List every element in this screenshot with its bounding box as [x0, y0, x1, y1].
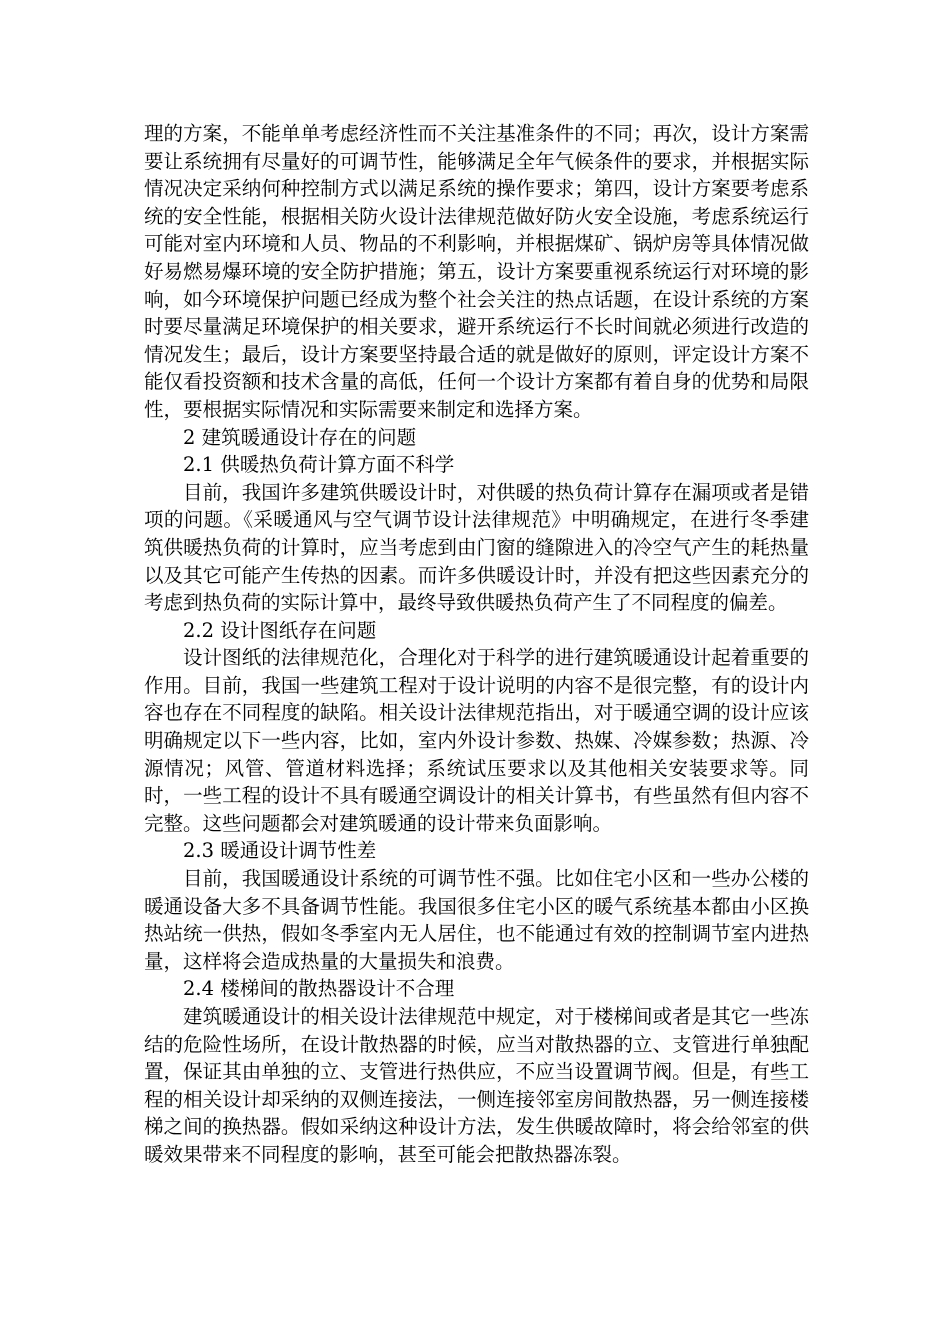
body-paragraph: 目前，我国许多建筑供暖设计时，对供暖的热负荷计算存在漏项或者是错项的问题。《采暖通风与空气调节设计法律规范》中明确规定，在进行冬季建筑供暖热负荷的计算时，应当考虑到由门窗的缝隙进入的冷空气产生的耗热量以及其它可能产生传热的因素。而许多供暖设计时，并没有把这些因素充分的考虑到热负荷的实际计算中，最终导致供暖热负荷产生了不同程度的偏差。: [144, 480, 809, 615]
body-paragraph: 建筑暖通设计的相关设计法律规范中规定，对于楼梯间或者是其它一些冻结的危险性场所，在设计散热器的时候，应当对散热器的立、支管进行单独配置，保证其由单独的立、支管进行热供应，不应当设置调节阀。但是，有些工程的相关设计却采纳的双侧连接法，一侧连接邻室房间散热器，另一侧连接楼梯之间的换热器。假如采纳这种设计方法，发生供暖故障时，将会给邻室的供暖效果带来不同程度的影响，甚至可能会把散热器冻裂。: [144, 1005, 809, 1166]
subsection-heading: 2.3 暖通设计调节性差: [183, 839, 377, 863]
section-heading: 2 建筑暖通设计存在的问题: [183, 425, 417, 449]
body-paragraph: 设计图纸的法律规范化，合理化对于科学的进行建筑暖通设计起着重要的作用。目前，我国一些建筑工程对于设计说明的内容不是很完整，有的设计内容也存在不同程度的缺陷。相关设计法律规范指出，对于暖通空调的设计应该明确规定以下一些内容，比如，室内外设计参数、热媒、冷媒参数；热源、冷源情况；风管、管道材料选择；系统试压要求以及其他相关安装要求等。同时，一些工程的设计不具有暖通空调设计的相关计算书，有些虽然有但内容不完整。这些问题都会对建筑暖通的设计带来负面影响。: [144, 646, 809, 835]
subsection-heading: 2.2 设计图纸存在问题: [183, 618, 377, 642]
body-paragraph: 目前，我国暖通设计系统的可调节性不强。比如住宅小区和一些办公楼的暖通设备大多不具备调节性能。我国很多住宅小区的暖气系统基本都由小区换热站统一供热，假如冬季室内无人居住，也不能通过有效的控制调节室内进热量，这样将会造成热量的大量损失和浪费。: [144, 867, 809, 973]
subsection-heading: 2.1 供暖热负荷计算方面不科学: [183, 453, 455, 477]
document-page: [144, 120, 809, 1169]
body-paragraph: 理的方案，不能单单考虑经济性而不关注基准条件的不同；再次，设计方案需要让系统拥有尽量好的可调节性，能够满足全年气候条件的要求，并根据实际情况决定采纳何种控制方式以满足系统的操作要求；第四，设计方案要考虑系统的安全性能，根据相关防火设计法律规范做好防火安全设施，考虑系统运行可能对室内环境和人员、物品的不利影响，并根据煤矿、锅炉房等具体情况做好易燃易爆环境的安全防护措施；第五，设计方案要重视系统运行对环境的影响，如今环境保护问题已经成为整个社会关注的热点话题，在设计系统的方案时要尽量满足环境保护的相关要求，避开系统运行不长时间就必须进行改造的情况发生；最后，设计方案要坚持最合适的就是做好的原则，评定设计方案不能仅看投资额和技术含量的高低，任何一个设计方案都有着自身的优势和局限性，要根据实际情况和实际需要来制定和选择方案。: [144, 122, 809, 421]
subsection-heading: 2.4 楼梯间的散热器设计不合理: [183, 977, 455, 1001]
